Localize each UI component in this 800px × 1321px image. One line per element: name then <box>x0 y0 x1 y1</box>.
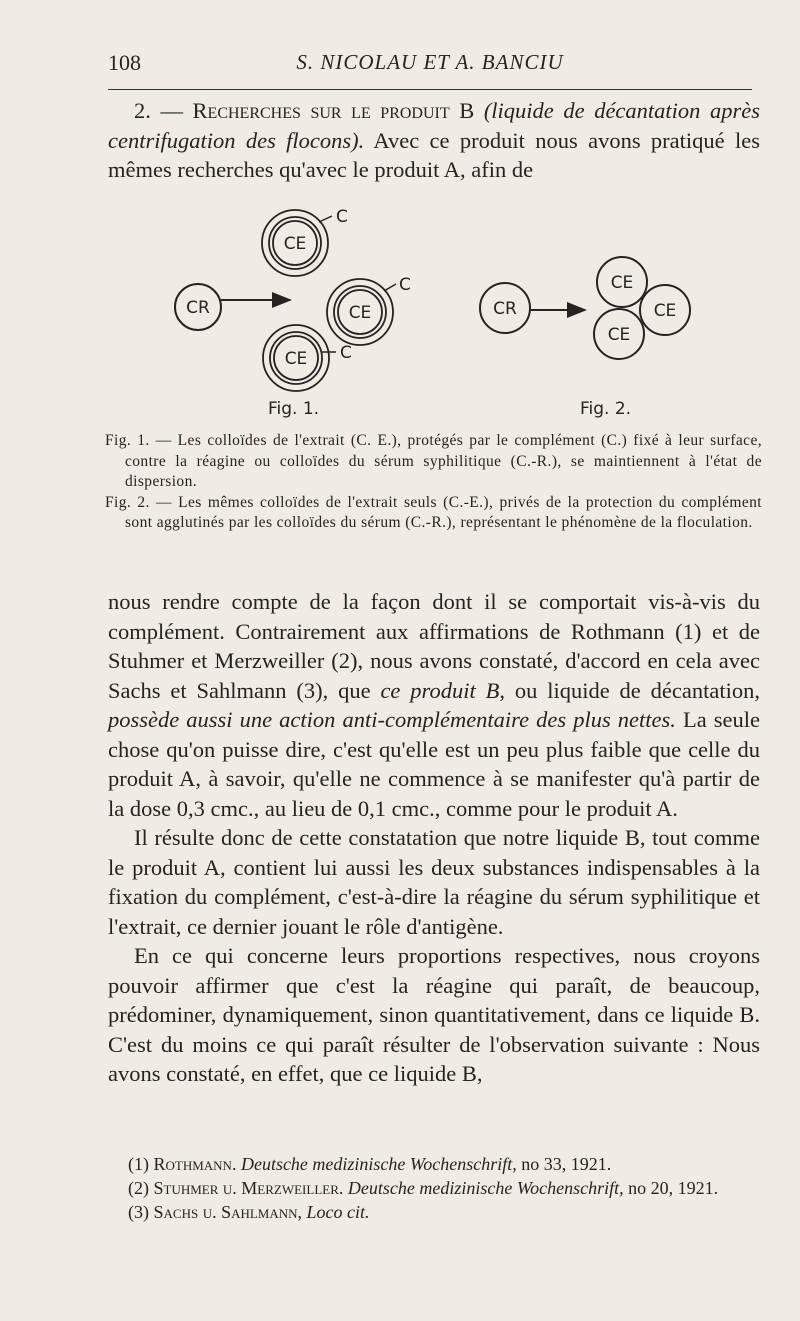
figure-diagrams <box>160 200 720 430</box>
footnote-2: (2) Stuhmer u. Merzweiller. Deutsche medizinische Wochenschrift, no 20, 1921. <box>128 1178 719 1198</box>
figure-captions <box>105 431 762 534</box>
svg-text:CE: CE <box>284 349 308 369</box>
fig2-caption: Fig. 2. — Les mêmes colloïdes de l'extrait seuls (C.-E.), privés de la protection du complément sont agglutinés par les colloïdes du sérum (C.-R.), représentant le phénomène de la floculation. <box>105 493 762 531</box>
fig1-ce-bottom <box>263 325 352 391</box>
fig1-caption: Fig. 1. — Les colloïdes de l'extrait (C. E.), protégés par le complément (C.) fixé à leur surface, contre la réagine ou colloïdes du sérum syphilitique (C.-R.), se maintiennent à l'état de dispersion. <box>105 432 762 490</box>
body-paragraph-3: En ce qui concerne leurs proportions respectives, nous croyons pouvoir affirmer que c'est la réagine qui paraît, de beaucoup, prédominer, dynamiquement, sinon quantitativement, dans ce liquide B. C'est du moins ce qui paraît résulter de l'observation suivante : Nous avons constaté, en effet, que ce liquide B, <box>108 943 760 1086</box>
fig2-ce-cluster <box>594 257 690 359</box>
svg-text:CE: CE <box>607 325 631 345</box>
section-number: 2. — <box>134 98 193 123</box>
svg-text:CE: CE <box>610 273 634 293</box>
svg-text:CE: CE <box>348 303 372 323</box>
fig2-diagram <box>480 257 690 419</box>
svg-text:CR: CR <box>493 299 517 319</box>
header-rule <box>108 89 752 90</box>
fig2-cr-circle <box>480 283 530 333</box>
fig2-label: Fig. 2. <box>580 399 632 419</box>
body-paragraph-2: Il résulte donc de cette constatation que notre liquide B, tout comme le produit A, contient lui aussi les deux substances indispensables à la fixation du complément, c'est-à-dire la réagine du sérum syphilitique et l'extrait, ce dernier jouant le rôle d'antigène. <box>108 825 760 939</box>
footnote-1: (1) Rothmann. Deutsche medizinische Wochenschrift, no 33, 1921. <box>128 1154 612 1174</box>
section-heading-italic: (liquide de décantation après centrifugation des flocons). <box>108 98 760 153</box>
figure-svg <box>160 200 720 430</box>
fig1-diagram <box>175 207 411 419</box>
section-heading: Recherches sur le produit B <box>192 98 475 123</box>
body-text <box>108 587 760 1089</box>
svg-text:C: C <box>399 275 411 295</box>
fig1-ce-middle <box>327 275 411 345</box>
page-header <box>108 50 752 90</box>
body-paragraph-1: nous rendre compte de la façon dont il se comportait vis-à-vis du complément. Contrairement aux affirmations de Rothmann (1) et de Stuhmer et Merzweiller (2), nous avons constaté, d'accord en cela avec Sachs et Sahlmann (3), que ce produit B, ou liquide de décantation, possède aussi une action anti-complémentaire des plus nettes. La seule chose qu'on puisse dire, c'est qu'elle est un peu plus faible que celle du produit A, à savoir, qu'elle ne commence à se manifester qu'à partir de la dose 0,3 cmc., au lieu de 0,1 cmc., comme pour le produit A. <box>108 589 760 821</box>
fig1-ce-top <box>262 207 348 276</box>
svg-text:C: C <box>340 343 352 363</box>
fig1-label: Fig. 1. <box>268 399 320 419</box>
svg-text:CE: CE <box>653 301 677 321</box>
svg-text:CE: CE <box>283 234 307 254</box>
svg-text:CR: CR <box>186 298 210 318</box>
footnotes <box>128 1152 760 1224</box>
page-number: 108 <box>108 50 141 75</box>
section-text: Avec ce produit nous avons pratiqué les mêmes recherches qu'avec le produit A, afin de <box>108 127 760 182</box>
footnote-3: (3) Sachs u. Sahlmann, Loco cit. <box>128 1202 370 1222</box>
running-title: S. NICOLAU ET A. BANCIU <box>296 50 564 74</box>
fig1-cr-circle <box>175 284 221 330</box>
section-paragraph <box>108 96 760 185</box>
svg-text:C: C <box>336 207 348 227</box>
